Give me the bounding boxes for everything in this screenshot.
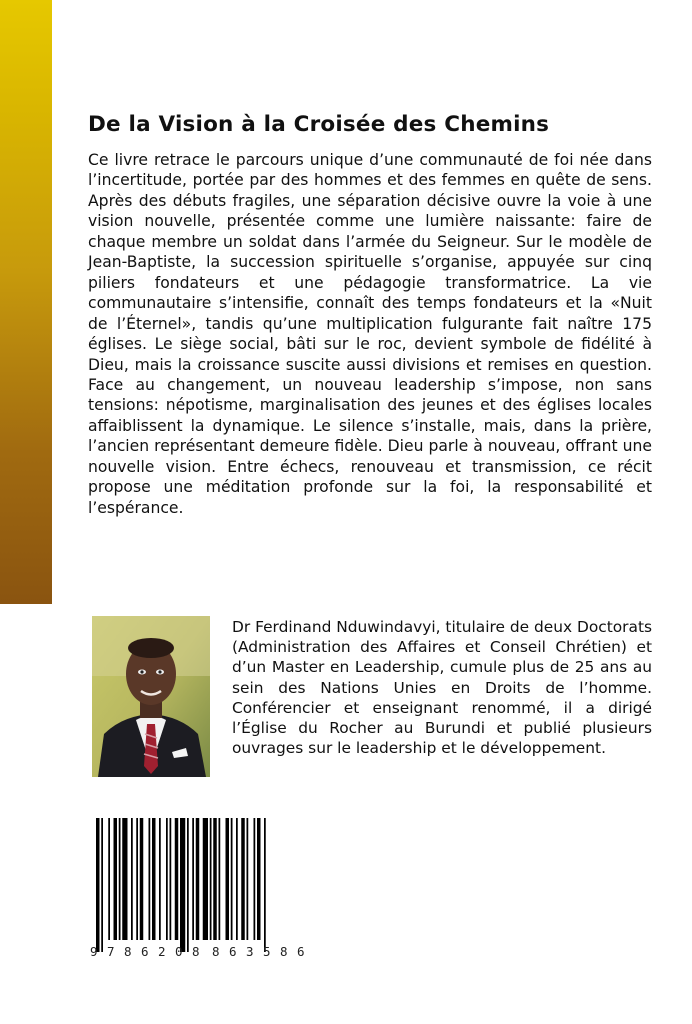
author-bio: Dr Ferdinand Nduwindavyi, titulaire de deux Doctorats (Administration des Affaires et Conseil Chrétien) et d’un Master en Leadership, cumule plus de 25 ans au sein des Nations Unies en Droits de l’homme. Conférencier et enseignant renommé, il a dirigé l’Église du Rocher au Burundi et publié plusieurs ouvrages sur le leadership et le développement.	[232, 618, 652, 758]
barcode-digit: 8	[192, 944, 200, 959]
barcode-bar	[264, 818, 266, 952]
barcode-bar	[226, 818, 230, 940]
barcode-bar	[180, 818, 185, 952]
barcode-digit: 8	[212, 944, 220, 959]
barcode-bar	[101, 818, 103, 952]
barcode-bar	[175, 818, 179, 940]
barcode-bar	[219, 818, 221, 940]
barcode-bar	[231, 818, 233, 940]
barcode-digit: 0	[175, 944, 183, 959]
barcode-bar	[192, 818, 194, 940]
barcode-bar	[159, 818, 161, 940]
barcode-digit: 8	[280, 944, 288, 959]
barcode-bar	[196, 818, 200, 940]
barcode-bar	[140, 818, 144, 940]
barcode-bar	[114, 818, 118, 940]
barcode-digit: 7	[107, 944, 115, 959]
barcode-bar	[236, 818, 238, 940]
barcode-digit: 9	[90, 944, 98, 959]
barcode-bar	[254, 818, 256, 940]
barcode-digit: 6	[229, 944, 237, 959]
barcode-bar	[166, 818, 168, 940]
barcode-bar	[152, 818, 156, 940]
barcode-bar	[203, 818, 208, 940]
barcode-bar	[241, 818, 245, 940]
barcode-bar	[210, 818, 212, 940]
barcode-bar	[247, 818, 249, 940]
barcode-bar	[213, 818, 217, 940]
barcode-bar	[96, 818, 100, 952]
barcode-digit: 5	[263, 944, 271, 959]
barcode-bar	[131, 818, 133, 940]
barcode-bar	[170, 818, 172, 940]
author-photo	[92, 616, 210, 777]
barcode-digit: 8	[124, 944, 132, 959]
barcode-digit: 3	[246, 944, 254, 959]
barcode-bar	[108, 818, 110, 940]
cover-accent-bar	[0, 0, 52, 604]
barcode-bar	[257, 818, 261, 940]
barcode-bar	[136, 818, 138, 940]
barcode-digit: 6	[141, 944, 149, 959]
barcode-bar	[149, 818, 151, 940]
book-title: De la Vision à la Croisée des Chemins	[88, 112, 550, 137]
barcode-bar	[187, 818, 189, 952]
barcode-digit: 2	[158, 944, 166, 959]
book-blurb: Ce livre retrace le parcours unique d’une communauté de foi née dans l’incertitude, portée par des hommes et des femmes en quête de sens. Après des débuts fragiles, une séparation décisive ouvre la voie à une vision nouvelle, présentée comme une lumière naissante: faire de chaque membre un soldat dans l’armée du Seigneur. Sur le modèle de Jean-Baptiste, la succession spirituelle s’organise, appuyée sur cinq piliers fondateurs et une pédagogie transformatrice. La vie communautaire s’intensifie, connaît des temps fondateurs et la «Nuit de l’Éternel», tandis qu’une multiplication fulgurante fait naître 175 églises. Le siège social, bâti sur le roc, devient symbole de fidélité à Dieu, mais la croissance suscite aussi divisions et remises en question. Face au changement, un nouveau leadership s’impose, non sans tensions: népotisme, marginalisation des jeunes et des églises locales affaiblissent la dynamique. Le silence s’installe, mais, dans la prière, l’ancien représentant demeure fidèle. Dieu parle à nouveau, offrant une nouvelle vision. Entre échecs, renouveau et transmission, ce récit propose une méditation profonde sur la foi, la responsabilité et l’espérance.	[88, 151, 652, 517]
barcode-digit: 6	[297, 944, 305, 959]
barcode-bar	[122, 818, 127, 940]
barcode-bar	[119, 818, 121, 940]
